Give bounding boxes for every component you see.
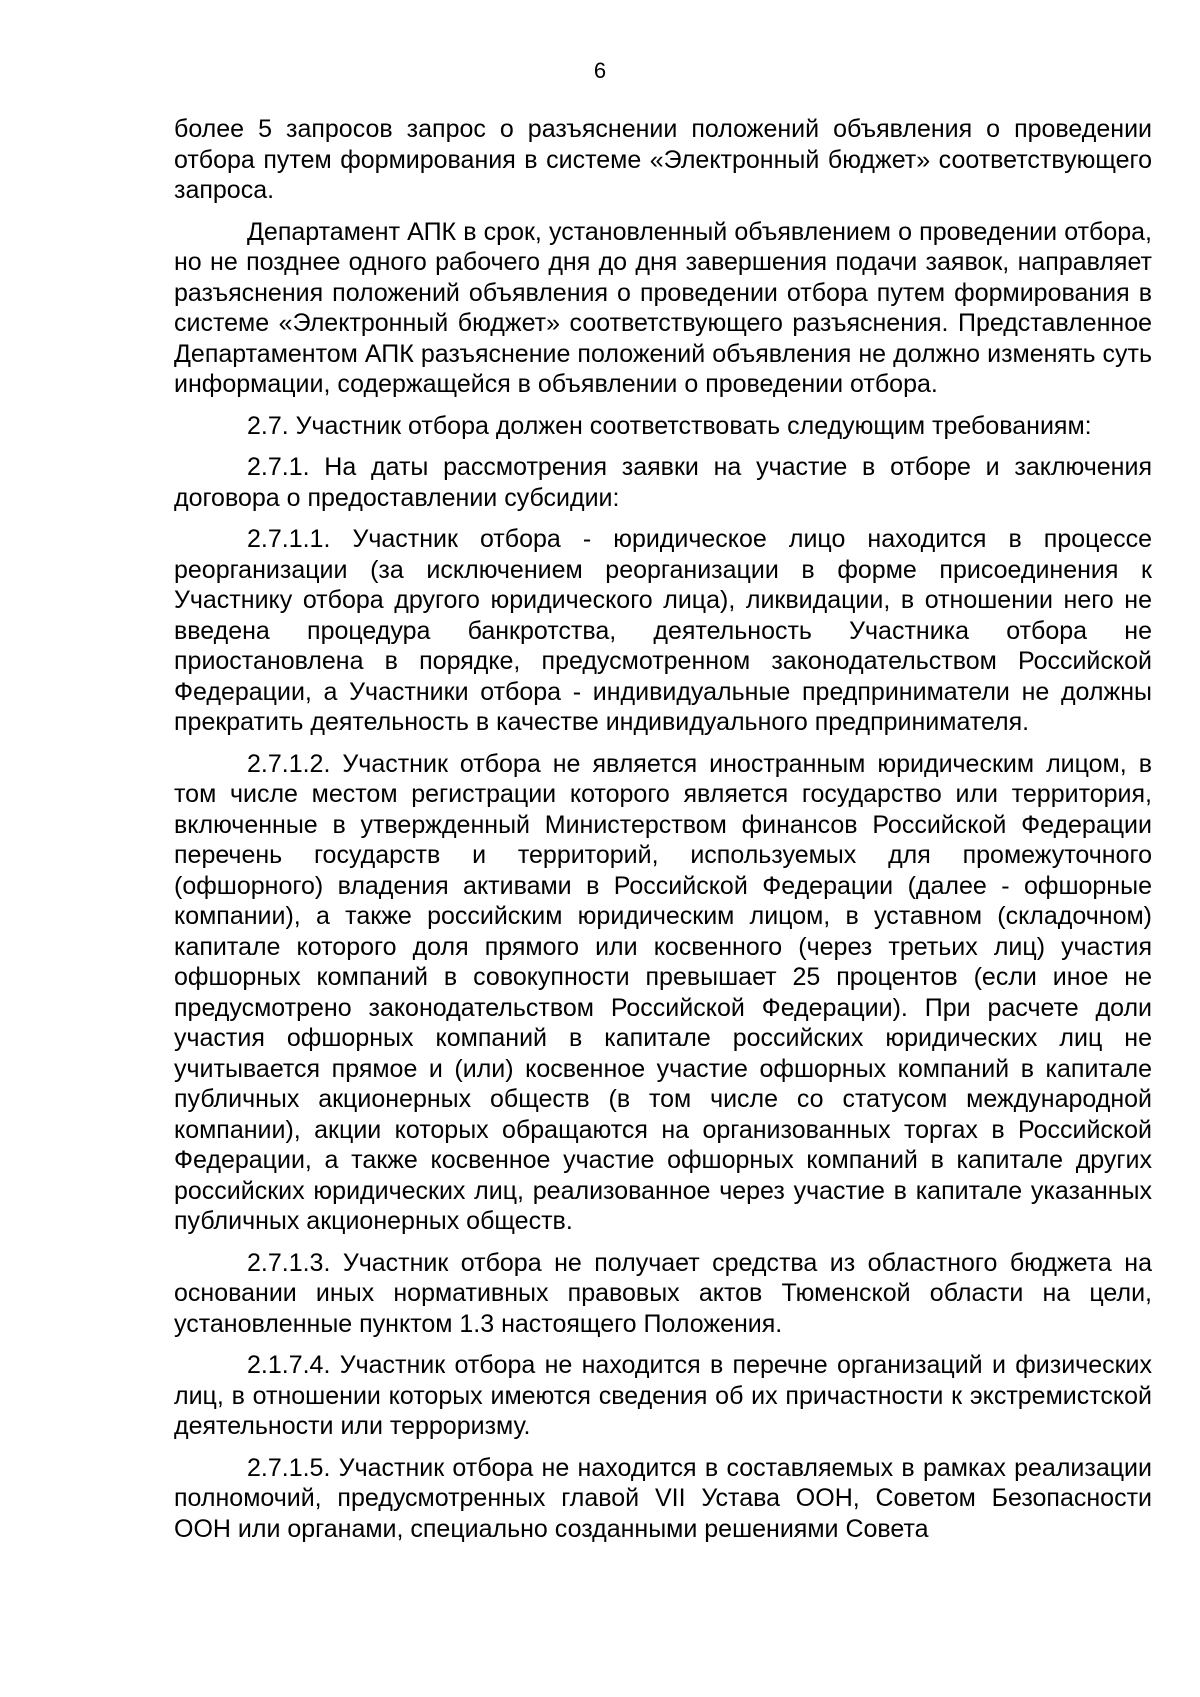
paragraph-2-7: 2.7. Участник отбора должен соответствовать следующим требованиям: xyxy=(247,411,1092,440)
paragraph-2-7-1-5: 2.7.1.5. Участник отбора не находится в составляемых в рамках реализации полномочий, предусмотренных главой VII Устава ООН, Советом Безопасности ООН или органами, специально созданными решениями Совета xyxy=(174,1453,1152,1543)
page-number: 6 xyxy=(593,58,607,83)
document-body xyxy=(174,114,1152,1544)
paragraph-2-1-7-4: 2.1.7.4. Участник отбора не находится в перечне организаций и физических лиц, в отношении которых имеются сведения об их причастности к экстремистской деятельности или терроризму. xyxy=(174,1351,1152,1440)
paragraph-2-7-1-1: 2.7.1.1. Участник отбора - юридическое лицо находится в процессе реорганизации (за исключением реорганизации в форме присоединения к Участнику отбора другого юридического лица), ликвидации, в отношении него не введена процедура банкротства, деятельность Участника отбора не приостановлена в порядке, предусмотренном законодательством Российской Федерации, а Участники отбора - индивидуальные предприниматели не должны прекратить деятельность в качестве индивидуального предпринимателя. xyxy=(174,525,1152,736)
paragraph-continuation: более 5 запросов запрос о разъяснении положений объявления о проведении отбора путем формирования в системе «Электронный бюджет» соответствующего запроса. xyxy=(174,115,1152,204)
paragraph-2-7-1-2: 2.7.1.2. Участник отбора не является иностранным юридическим лицом, в том числе местом регистрации которого является государство или территория, включенные в утвержденный Министерством финансов Российской Федерации перечень государств и территорий, используемых для промежуточного (офшорного) владения активами в Российской Федерации (далее - офшорные компании), а также российским юридическим лицом, в уставном (складочном) капитале которого доля прямого или косвенного (через третьих лиц) участия офшорных компаний в совокупности превышает 25 процентов (если иное не предусмотрено законодательством Российской Федерации). При расчете доли участия офшорных компаний в капитале российских юридических лиц не учитывается прямое и (или) косвенное участие офшорных компаний в капитале публичных акционерных обществ (в том числе со статусом международной компании), акции которых обращаются на организованных торгах в Российской Федерации, а также косвенное участие офшорных компаний в капитале других российских юридических лиц, реализованное через участие в капитале указанных публичных акционерных обществ. xyxy=(174,749,1152,1235)
paragraph-2-7-1: 2.7.1. На даты рассмотрения заявки на участие в отборе и заключения договора о предоставлении субсидии: xyxy=(174,453,1152,512)
paragraph-2-7-1-3: 2.7.1.3. Участник отбора не получает средства из областного бюджета на основании иных нормативных правовых актов Тюменской области на цели, установленные пунктом 1.3 настоящего Положения. xyxy=(174,1248,1152,1338)
paragraph-department-clarification: Департамент АПК в срок, установленный объявлением о проведении отбора, но не позднее одного рабочего дня до дня завершения подачи заявок, направляет разъяснения положений объявления о проведении отбора путем формирования в системе «Электронный бюджет» соответствующего разъяснения. Представленное Департаментом АПК разъяснение положений объявления не должно изменять суть информации, содержащейся в объявлении о проведении отбора. xyxy=(174,217,1152,398)
